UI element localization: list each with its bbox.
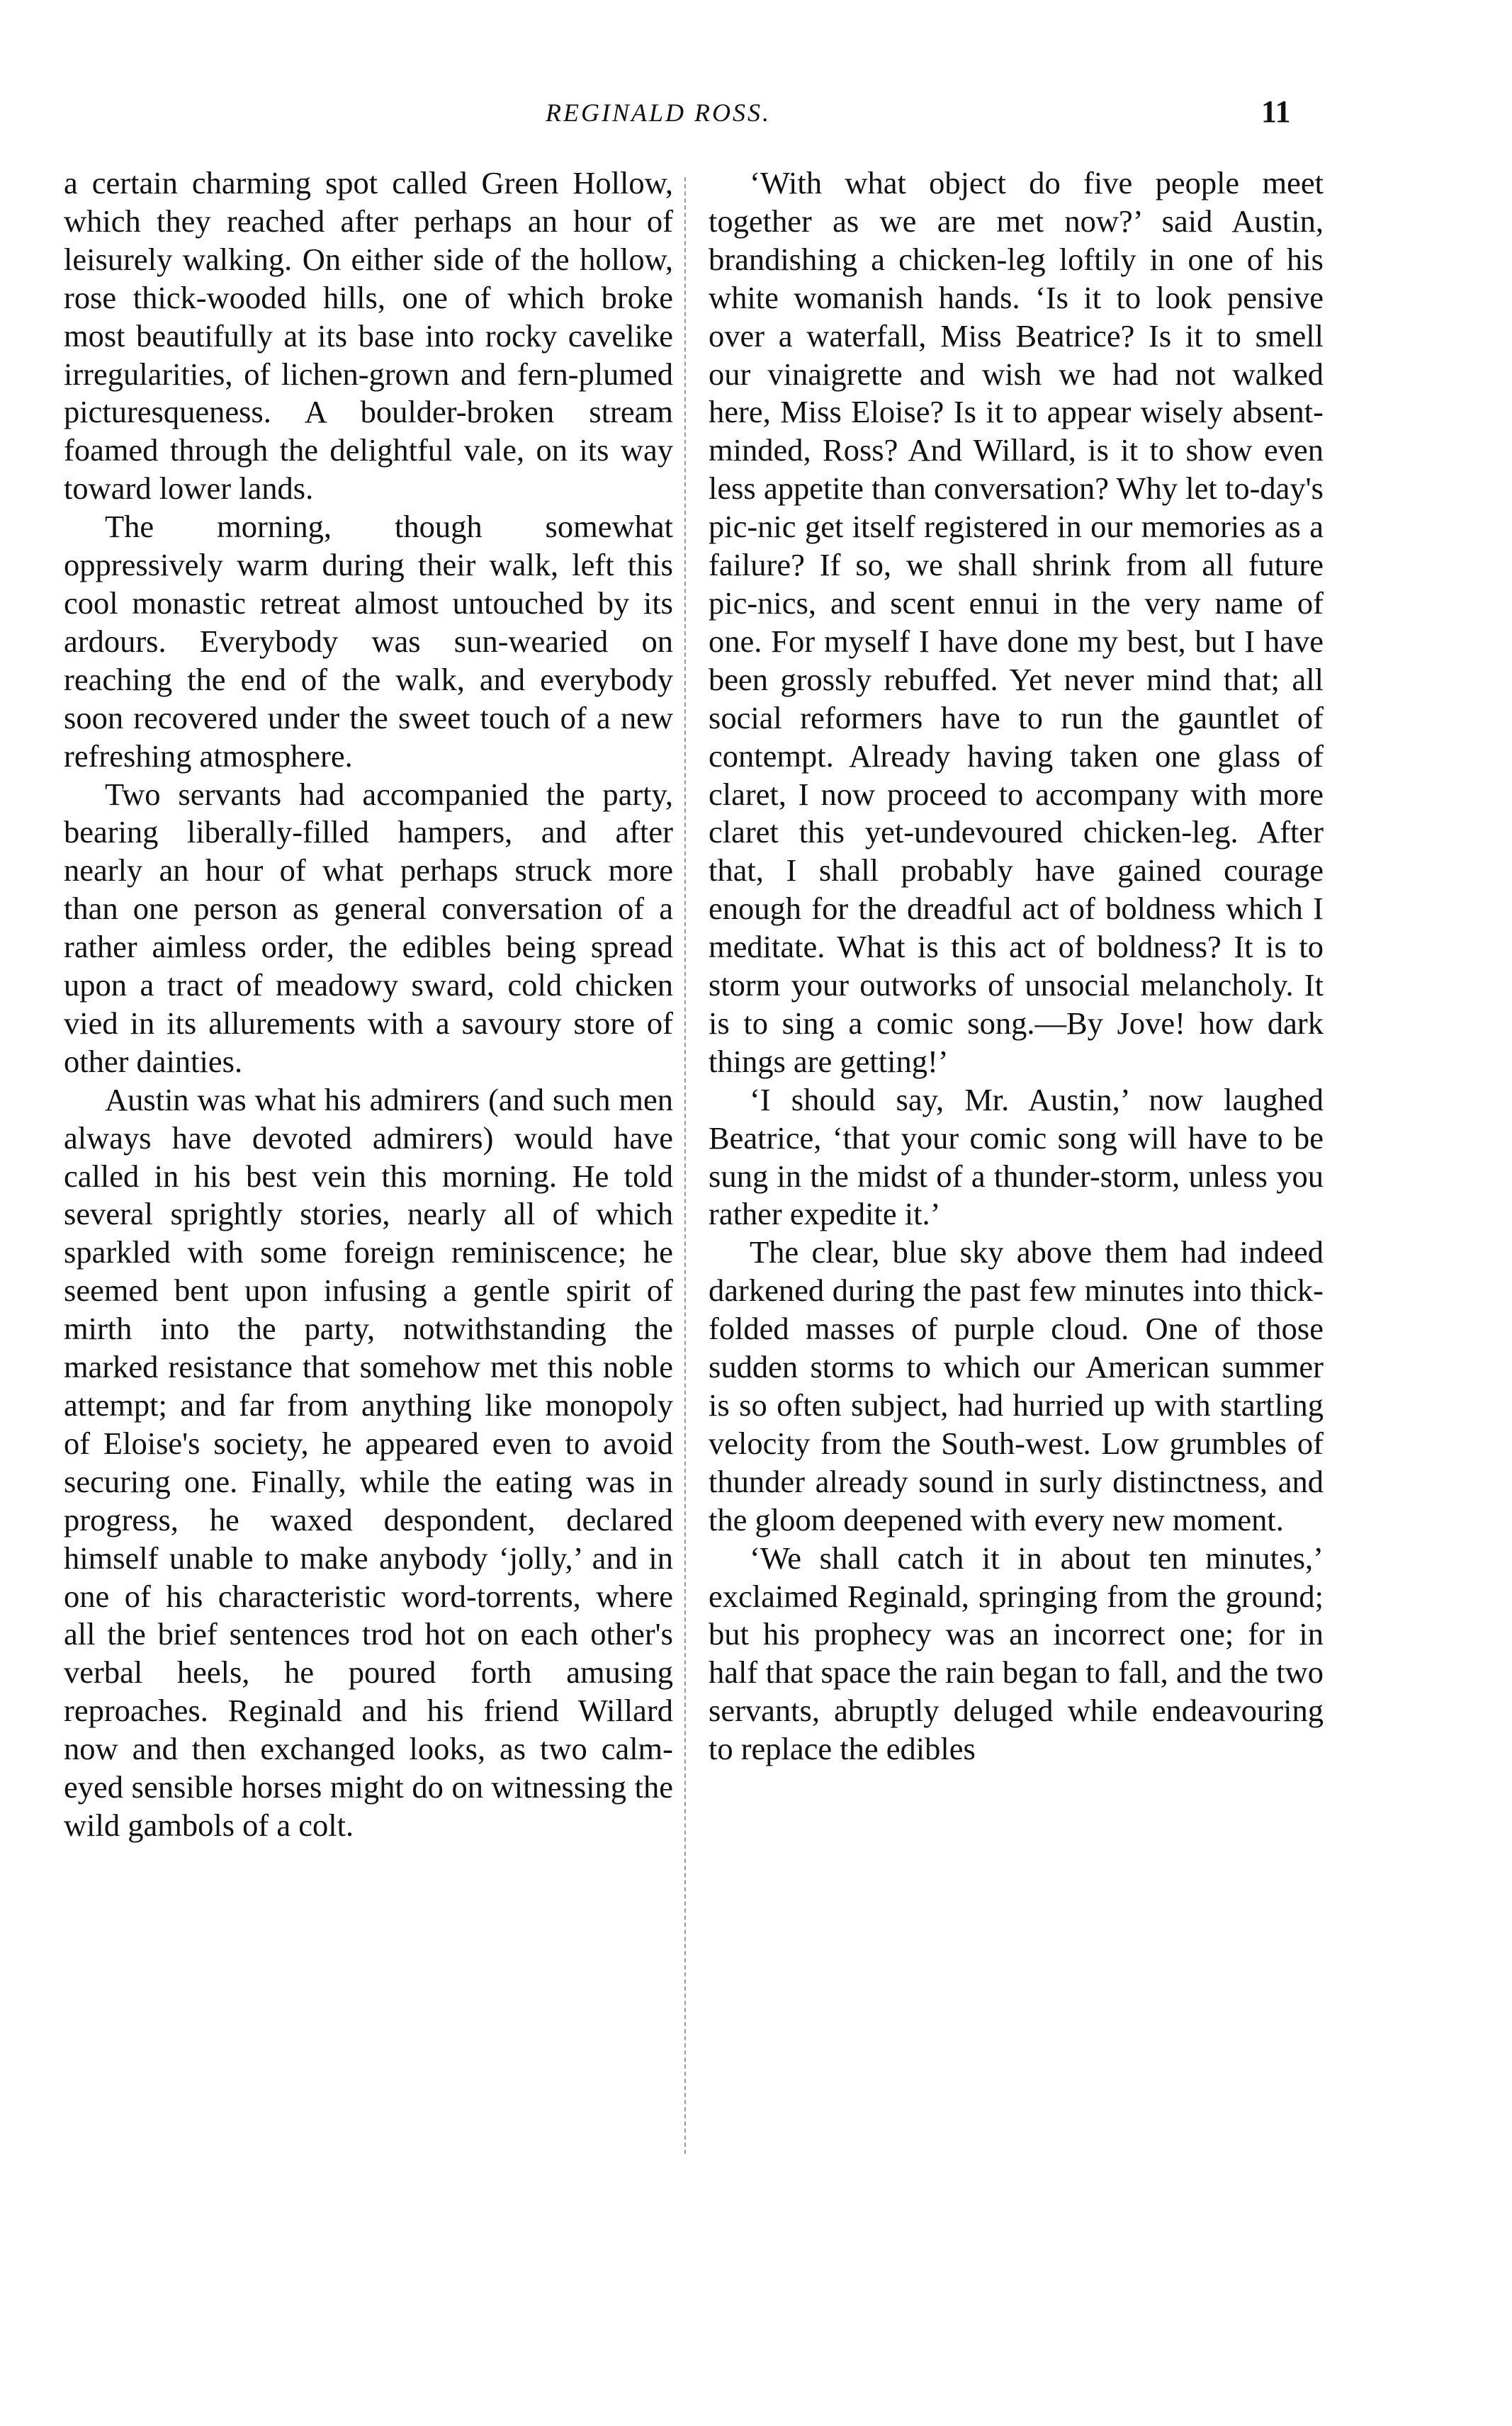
left-column bbox=[64, 164, 673, 1845]
paragraph: ‘We shall catch it in about ten minutes,’ exclaimed Reginald, springing from the ground; but his prophecy was an incorrect one; for in half that space the rain began to fall, and the two servants, abruptly deluged while endeavouring to replace the edibles bbox=[709, 1540, 1324, 1767]
paragraph: ‘With what object do five people meet together as we are met now?’ said Austin, brandishing a chicken-leg loftily in one of his white womanish hands. ‘Is it to look pensive over a waterfall, Miss Beatrice? Is it to smell our vinaigrette and wish we had not walked here, Miss Eloise? Is it to appear wisely absent-minded, Ross? And Willard, is it to show even less appetite than conversation? Why let to-day's pic-nic get itself registered in our memories as a failure? If so, we shall shrink from all future pic-nics, and scent ennui in the very name of one. For myself I have done my best, but I have been grossly rebuffed. Yet never mind that; all social reformers have to run the gauntlet of contempt. Already having taken one glass of claret, I now proceed to accompany with more claret this yet-undevoured chicken-leg. After that, I shall probably have gained courage enough for the dreadful act of boldness which I meditate. What is this act of boldness? It is to storm your outworks of unsocial melancholy. It is to sing a comic song.—By Jove! how dark things are getting!’ bbox=[709, 165, 1324, 1079]
running-title: REGINALD ROSS. bbox=[546, 98, 771, 127]
right-column bbox=[709, 164, 1324, 1768]
running-header bbox=[0, 94, 1512, 140]
column-divider bbox=[684, 177, 687, 2154]
page-number: 11 bbox=[1261, 94, 1291, 129]
paragraph: The clear, blue sky above them had indeed darkened during the past few minutes into thick-folded masses of purple cloud. One of those sudden storms to which our American summer is so often subject, had hurried up with startling velocity from the South-west. Low grumbles of thunder already sound in surly distinctness, and the gloom deepened with every new moment. bbox=[709, 1234, 1324, 1538]
paragraph: Two servants had accompanied the party, bearing liberally-filled hampers, and after nearly an hour of what perhaps struck more than one person as general conversation of a rather aimless order, the edibles being spread upon a tract of meadowy sward, cold chicken vied in its allurements with a savoury store of other dainties. bbox=[64, 776, 673, 1079]
paragraph: ‘I should say, Mr. Austin,’ now laughed Beatrice, ‘that your comic song will have to be sung in the midst of a thunder-storm, unless you rather expedite it.’ bbox=[709, 1081, 1324, 1232]
paragraph: The morning, though somewhat oppressively warm during their walk, left this cool monastic retreat almost untouched by its ardours. Everybody was sun-wearied on reaching the end of the walk, and everybody soon recovered under the sweet touch of a new refreshing atmosphere. bbox=[64, 509, 673, 774]
paragraph: a certain charming spot called Green Hollow, which they reached after perhaps an hour of leisurely walking. On either side of the hollow, rose thick-wooded hills, one of which broke most beautifully at its base into rocky cavelike irregularities, of lichen-grown and fern-plumed picturesqueness. A boulder-broken stream foamed through the delightful vale, on its way toward lower lands. bbox=[64, 165, 673, 507]
paragraph: Austin was what his admirers (and such men always have devoted admirers) would have called in his best vein this morning. He told several sprightly stories, nearly all of which sparkled with some foreign reminiscence; he seemed bent upon infusing a gentle spirit of mirth into the party, notwithstanding the marked resistance that somehow met this noble attempt; and far from anything like monopoly of Eloise's society, he appeared even to avoid securing one. Finally, while the eating was in progress, he waxed despondent, declared himself unable to make anybody ‘jolly,’ and in one of his characteristic word-torrents, where all the brief sentences trod hot on each other's verbal heels, he poured forth amusing reproaches. Reginald and his friend Willard now and then exchanged looks, as two calm-eyed sensible horses might do on witnessing the wild gambols of a colt. bbox=[64, 1081, 673, 1843]
